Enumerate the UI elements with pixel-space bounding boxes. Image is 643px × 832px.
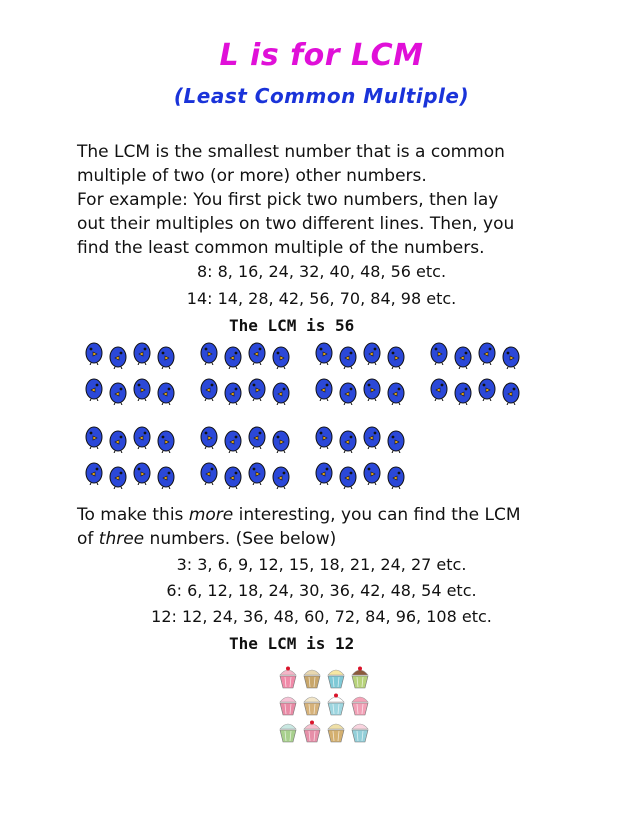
bird-group (84, 341, 182, 409)
bird-icon (199, 341, 219, 365)
bird-icon (453, 381, 473, 405)
bird-icon (362, 377, 382, 401)
bird-icon (501, 381, 521, 405)
bird-icon (247, 341, 267, 365)
bird-icon (156, 429, 176, 453)
bird-icon (453, 345, 473, 369)
bird-icon (199, 377, 219, 401)
bird-icon (156, 465, 176, 489)
bird-icon (132, 377, 152, 401)
page-title: L is for LCM (219, 38, 424, 73)
bird-icon (477, 341, 497, 365)
multiples-row-8: 8: 8, 16, 24, 32, 40, 48, 56 etc. (196, 262, 447, 281)
intro-line: multiple of two (or more) other numbers. (77, 166, 427, 186)
bird-icon (132, 341, 152, 365)
bird-icon (156, 381, 176, 405)
bird-icon (108, 381, 128, 405)
bird-icon (386, 345, 406, 369)
bird-icon (132, 425, 152, 449)
bird-icon (84, 461, 104, 485)
bird-icon (223, 429, 243, 453)
bird-icon (132, 461, 152, 485)
bird-icon (84, 341, 104, 365)
cupcake-icon (349, 719, 371, 743)
bird-icon (338, 345, 358, 369)
bird-icon (386, 381, 406, 405)
cupcake-icon (277, 719, 299, 743)
bird-icon (247, 461, 267, 485)
bird-icon (247, 425, 267, 449)
page-subtitle: (Least Common Multiple) (173, 84, 470, 108)
bird-icon (108, 345, 128, 369)
bird-icon (199, 461, 219, 485)
bird-group (84, 425, 182, 493)
bird-icon (338, 465, 358, 489)
bird-icon (477, 377, 497, 401)
intro-line: For example: You first pick two numbers, then lay (77, 190, 499, 210)
bird-icon (108, 429, 128, 453)
bird-icon (362, 341, 382, 365)
bird-group (429, 341, 527, 409)
cupcake-icon (301, 719, 323, 743)
bird-icon (386, 429, 406, 453)
bird-icon (199, 425, 219, 449)
cupcake-icon (325, 692, 347, 716)
bird-icon (338, 381, 358, 405)
intro-line: find the least common multiple of the numbers. (77, 238, 485, 258)
cupcake-icon (349, 692, 371, 716)
bird-icon (314, 425, 334, 449)
bird-icon (108, 465, 128, 489)
multiples-row-14: 14: 14, 28, 42, 56, 70, 84, 98 etc. (186, 289, 457, 308)
cupcake-icon (301, 692, 323, 716)
intro-paragraph (77, 140, 577, 260)
paragraph-line: of three numbers. (See below) (77, 529, 337, 549)
cupcake-icon (325, 665, 347, 689)
bird-group (314, 341, 412, 409)
bird-icon (271, 465, 291, 489)
paragraph-line: To make this more interesting, you can find the LCM (77, 505, 521, 525)
multiples-row-12: 12: 12, 24, 36, 48, 60, 72, 84, 96, 108 etc. (151, 607, 492, 626)
bird-icon (271, 381, 291, 405)
bird-icon (429, 341, 449, 365)
cupcake-icon (277, 665, 299, 689)
multiples-row-3: 3: 3, 6, 9, 12, 15, 18, 21, 24, 27 etc. (176, 555, 467, 574)
bird-group (199, 425, 297, 493)
multiples-row-6: 6: 6, 12, 18, 24, 30, 36, 42, 48, 54 etc. (166, 581, 477, 600)
cupcake-illustration-grid (277, 665, 369, 745)
bird-icon (271, 429, 291, 453)
bird-icon (84, 425, 104, 449)
bird-icon (386, 465, 406, 489)
bird-icon (501, 345, 521, 369)
cupcake-icon (301, 665, 323, 689)
bird-group (314, 425, 412, 493)
three-numbers-paragraph (77, 503, 577, 551)
bird-icon (362, 461, 382, 485)
bird-icon (223, 465, 243, 489)
bird-icon (314, 377, 334, 401)
bird-icon (314, 461, 334, 485)
cupcake-icon (277, 692, 299, 716)
bird-icon (84, 377, 104, 401)
bird-icon (362, 425, 382, 449)
bird-icon (271, 345, 291, 369)
bird-icon (223, 345, 243, 369)
emphasis-three: three (98, 529, 145, 549)
bird-icon (223, 381, 243, 405)
lcm-result-56: The LCM is 56 (229, 316, 355, 335)
bird-icon (156, 345, 176, 369)
emphasis-more: more (188, 505, 234, 525)
cupcake-icon (349, 665, 371, 689)
cupcake-icon (325, 719, 347, 743)
bird-group (199, 341, 297, 409)
bird-icon (429, 377, 449, 401)
intro-line: The LCM is the smallest number that is a common (77, 142, 505, 162)
bird-icon (247, 377, 267, 401)
bird-icon (338, 429, 358, 453)
intro-line: out their multiples on two different lines. Then, you (77, 214, 515, 234)
lcm-result-12: The LCM is 12 (229, 634, 355, 653)
bird-icon (314, 341, 334, 365)
